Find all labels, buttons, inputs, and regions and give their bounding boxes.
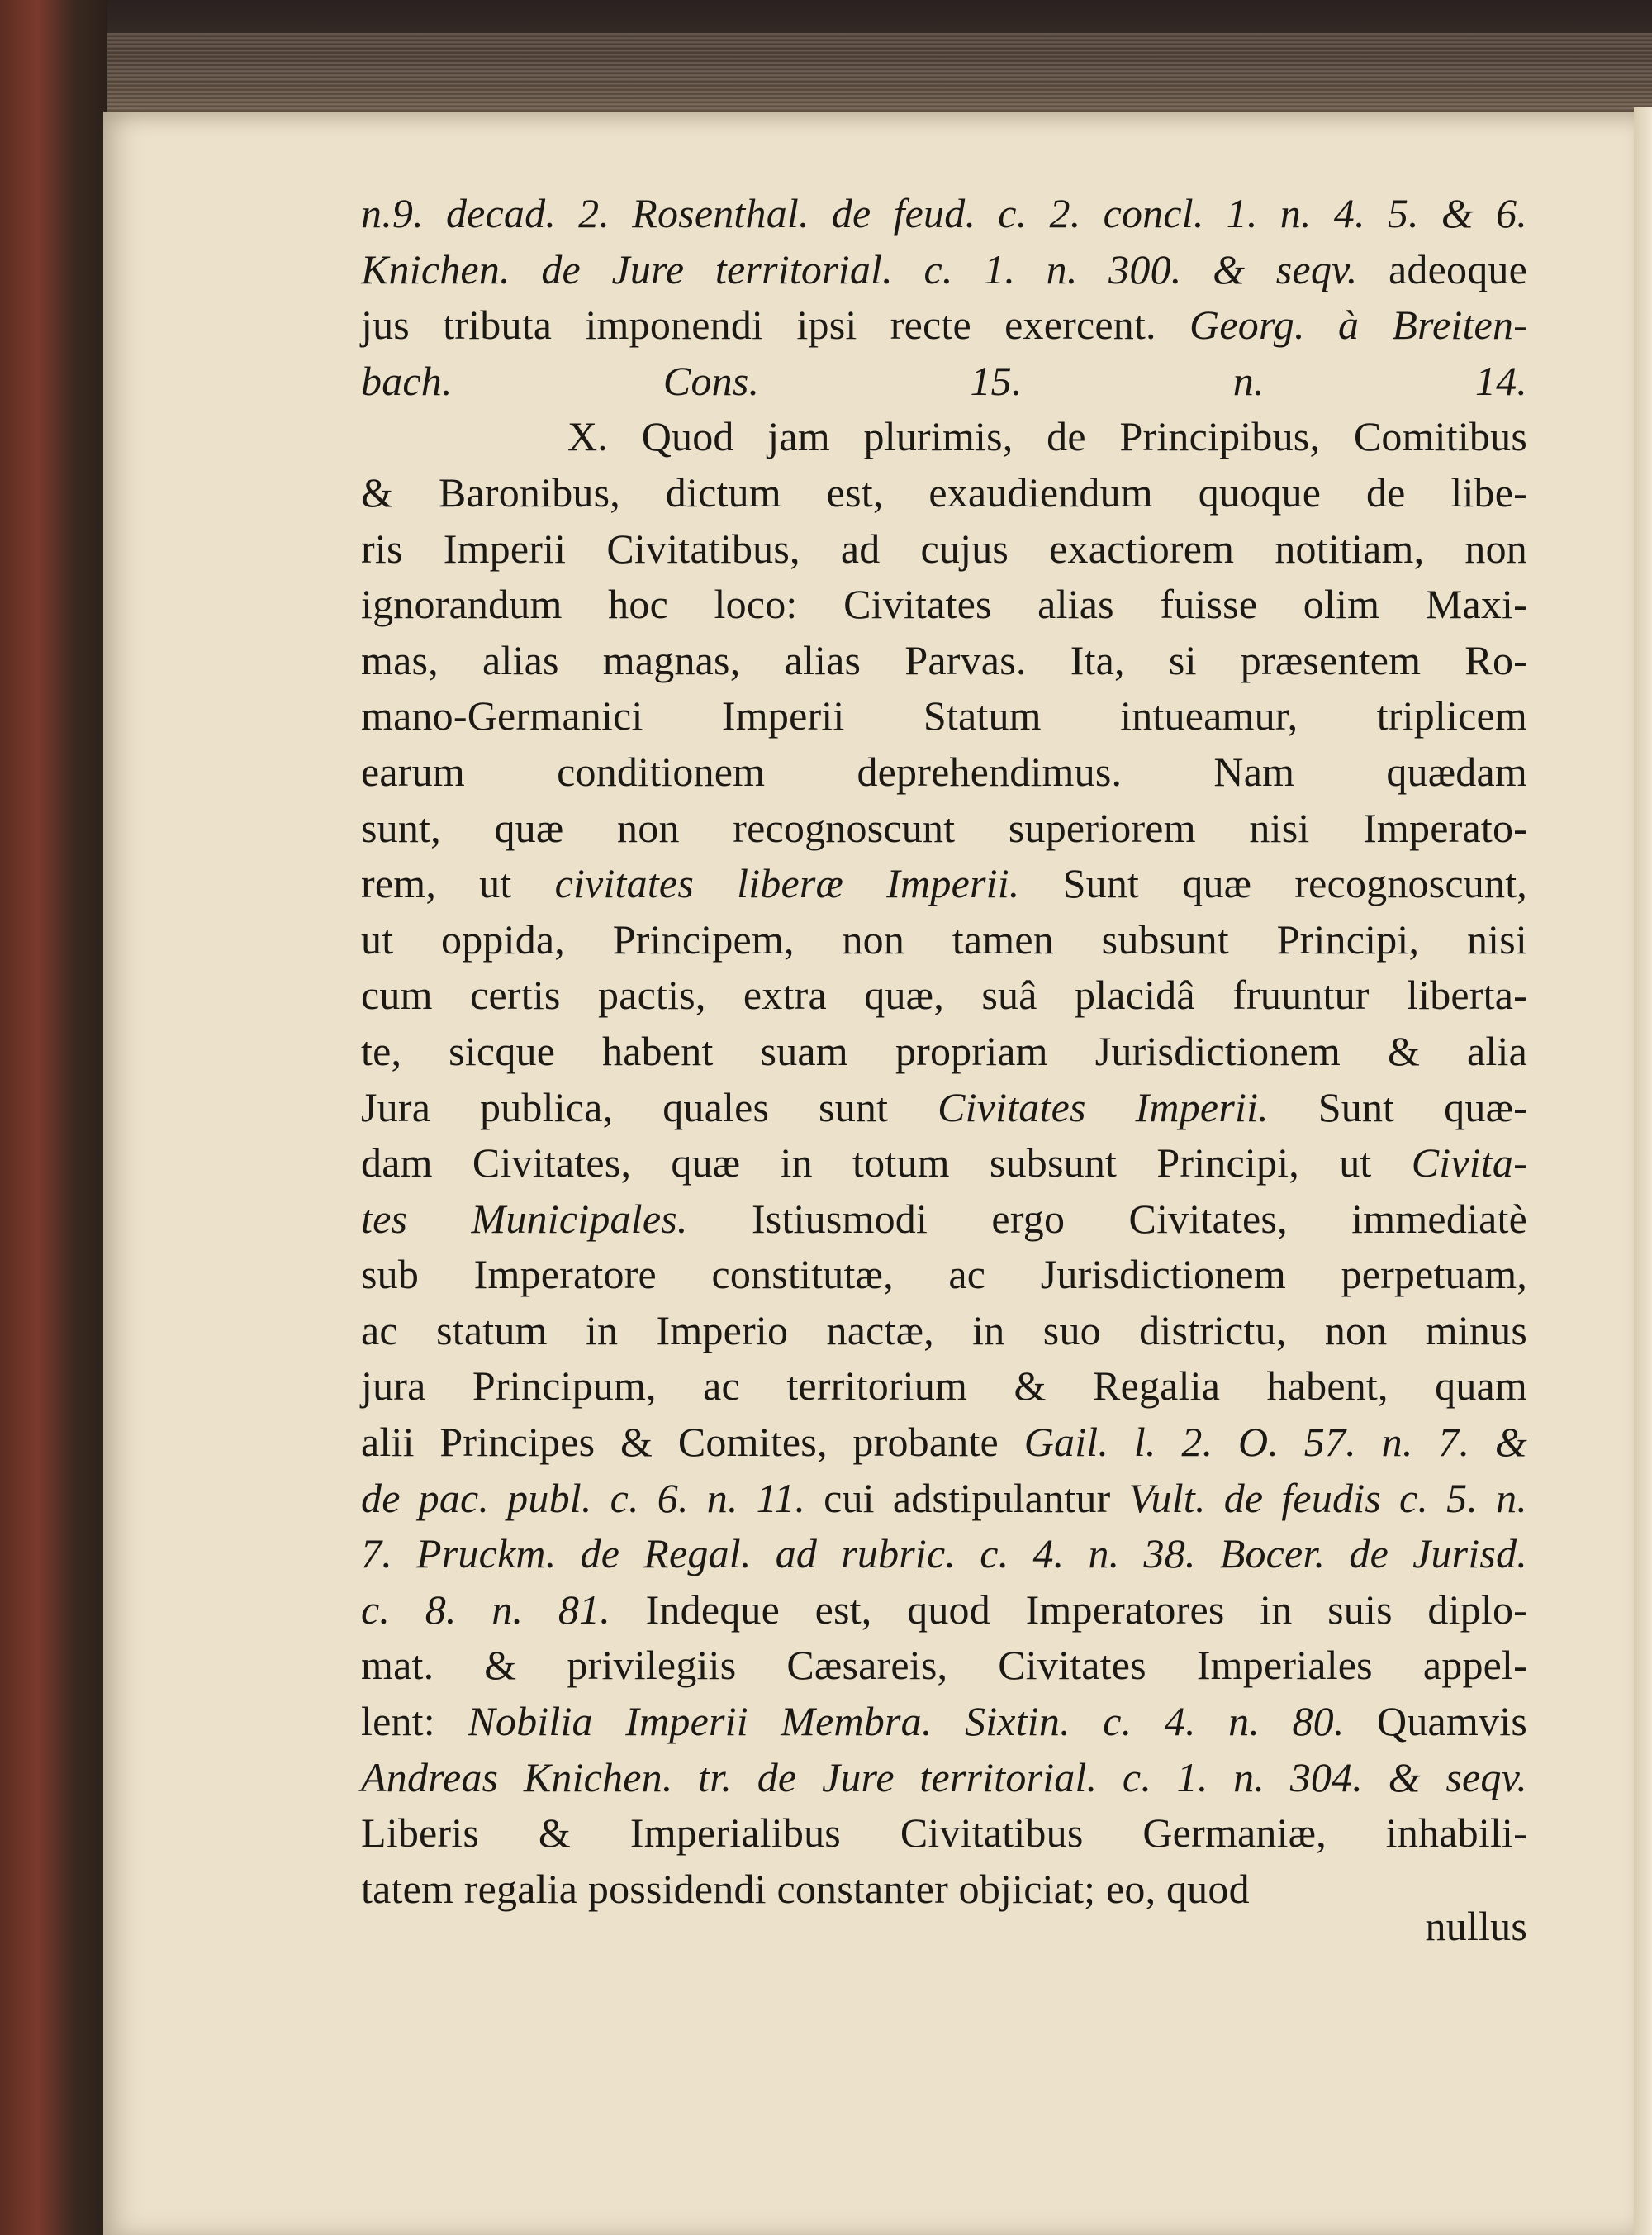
body-text: cum certis pactis, extra quæ, suâ placidâ fruuntur liberta- bbox=[361, 972, 1527, 1019]
text-line bbox=[361, 409, 1527, 465]
citation-text: tes Municipales. bbox=[361, 1195, 688, 1242]
body-text: adeoque bbox=[1357, 245, 1527, 292]
text-line bbox=[361, 1024, 1527, 1080]
citation-text: Nobilia Imperii Membra. Sixtin. c. 4. n. 80. bbox=[468, 1698, 1345, 1745]
text-line bbox=[361, 1303, 1527, 1359]
body-text: dam Civitates, quæ in totum subsunt Principi, ut bbox=[361, 1139, 1412, 1186]
text-line bbox=[361, 297, 1527, 354]
body-text: X. Quod jam plurimis, de Principibus, Comitibus bbox=[567, 413, 1527, 460]
citation-text: civitates liberæ Imperii. bbox=[554, 860, 1020, 907]
citation-text: de pac. publ. c. 6. n. 11. bbox=[361, 1474, 806, 1521]
text-line bbox=[361, 744, 1527, 801]
page-text bbox=[361, 186, 1527, 1917]
body-text: tatem regalia possidendi constanter objiciat; eo, quod bbox=[361, 1865, 1250, 1912]
catchword: nullus bbox=[1425, 1903, 1527, 1949]
body-text: lent: bbox=[361, 1698, 468, 1745]
body-text: cui adstipulantur bbox=[805, 1474, 1129, 1521]
text-line bbox=[361, 688, 1527, 744]
body-text: ut oppida, Principem, non tamen subsunt Principi, nisi bbox=[361, 915, 1527, 963]
citation-text: Vult. de feudis c. 5. n. bbox=[1128, 1474, 1527, 1521]
body-text: Indeque est, quod Imperatores in suis diplo- bbox=[610, 1586, 1527, 1633]
text-line bbox=[361, 801, 1527, 857]
body-text: alii Principes & Comites, probante bbox=[361, 1419, 1024, 1466]
citation-text: 7. Pruckm. de Regal. ad rubric. c. 4. n. 38. Bocer. de Jurisd. bbox=[361, 1530, 1527, 1577]
text-line bbox=[361, 1750, 1527, 1806]
text-line bbox=[361, 1415, 1527, 1471]
body-text: sub Imperatore constitutæ, ac Jurisdictionem perpetuam, bbox=[361, 1251, 1527, 1298]
citation-text: Andreas Knichen. tr. de Jure territorial. c. 1. n. 304. & seqv. bbox=[361, 1753, 1527, 1800]
citation-text: Knichen. de Jure territorial. c. 1. n. 300. & seqv. bbox=[361, 245, 1358, 292]
text-line bbox=[361, 1526, 1527, 1582]
body-text: Quamvis bbox=[1344, 1698, 1527, 1745]
citation-text: Georg. à Breiten- bbox=[1189, 302, 1527, 349]
body-text: Sunt quæ recognoscunt, bbox=[1019, 860, 1527, 907]
body-text: rem, ut bbox=[361, 860, 555, 907]
body-text: jura Principum, ac territorium & Regalia habent, quam bbox=[361, 1362, 1527, 1410]
text-line bbox=[361, 1135, 1527, 1191]
text-line bbox=[361, 577, 1527, 633]
body-text: ac statum in Imperio nactæ, in suo districtu, non minus bbox=[361, 1306, 1527, 1353]
page-edge-right bbox=[1634, 107, 1652, 2235]
citation-text: c. 8. n. 81. bbox=[361, 1586, 610, 1633]
body-text: ignorandum hoc loco: Civitates alias fuisse olim Maxi- bbox=[361, 581, 1527, 628]
body-text: mano-Germanici Imperii Statum intueamur, triplicem bbox=[361, 692, 1527, 739]
text-line bbox=[361, 1191, 1527, 1248]
body-text: sunt, quæ non recognoscunt superiorem nisi Imperato- bbox=[361, 804, 1527, 851]
text-line bbox=[361, 1582, 1527, 1638]
book-binding-top bbox=[0, 0, 1652, 116]
body-text: earum conditionem deprehendimus. Nam quædam bbox=[361, 748, 1527, 795]
citation-text: Civita- bbox=[1411, 1139, 1527, 1186]
text-line bbox=[361, 1694, 1527, 1750]
page-edges bbox=[74, 33, 1652, 112]
body-text: ris Imperii Civitatibus, ad cujus exactiorem notitiam, non bbox=[361, 525, 1527, 572]
body-text: Jura publica, quales sunt bbox=[361, 1083, 938, 1130]
book-binding-left bbox=[0, 0, 107, 2235]
text-line bbox=[361, 1638, 1527, 1694]
citation-text: bach. Cons. 15. n. 14. bbox=[361, 357, 1527, 404]
text-line bbox=[361, 633, 1527, 689]
body-text: & Baronibus, dictum est, exaudiendum quoque de libe- bbox=[361, 468, 1527, 516]
body-text: te, sicque habent suam propriam Jurisdictionem & alia bbox=[361, 1027, 1527, 1074]
text-line bbox=[361, 186, 1527, 242]
text-line bbox=[361, 465, 1527, 521]
body-text: mas, alias magnas, alias Parvas. Ita, si præsentem Ro- bbox=[361, 636, 1527, 683]
text-line bbox=[361, 1805, 1527, 1862]
text-line bbox=[361, 1080, 1527, 1136]
body-text: Istiusmodi ergo Civitates, immediatè bbox=[687, 1195, 1527, 1242]
text-line bbox=[361, 1358, 1527, 1415]
text-line bbox=[361, 1471, 1527, 1527]
body-text: Sunt quæ- bbox=[1268, 1083, 1527, 1130]
citation-text: Gail. l. 2. O. 57. n. 7. & bbox=[1023, 1419, 1527, 1466]
text-line bbox=[361, 912, 1527, 968]
body-text: jus tributa imponendi ipsi recte exercent. bbox=[361, 302, 1190, 349]
catchword-block bbox=[361, 1899, 1527, 1955]
text-line bbox=[361, 856, 1527, 912]
text-line bbox=[361, 1247, 1527, 1303]
text-line bbox=[361, 968, 1527, 1024]
citation-text: n.9. decad. 2. Rosenthal. de feud. c. 2. concl. 1. n. 4. 5. & 6. bbox=[361, 190, 1527, 236]
text-line bbox=[361, 521, 1527, 578]
text-line bbox=[361, 242, 1527, 298]
citation-text: Civitates Imperii. bbox=[938, 1083, 1269, 1130]
body-text: mat. & privilegiis Cæsareis, Civitates Imperiales appel- bbox=[361, 1642, 1527, 1689]
text-line bbox=[361, 354, 1527, 410]
body-text: Liberis & Imperialibus Civitatibus Germaniæ, inhabili- bbox=[361, 1809, 1527, 1857]
